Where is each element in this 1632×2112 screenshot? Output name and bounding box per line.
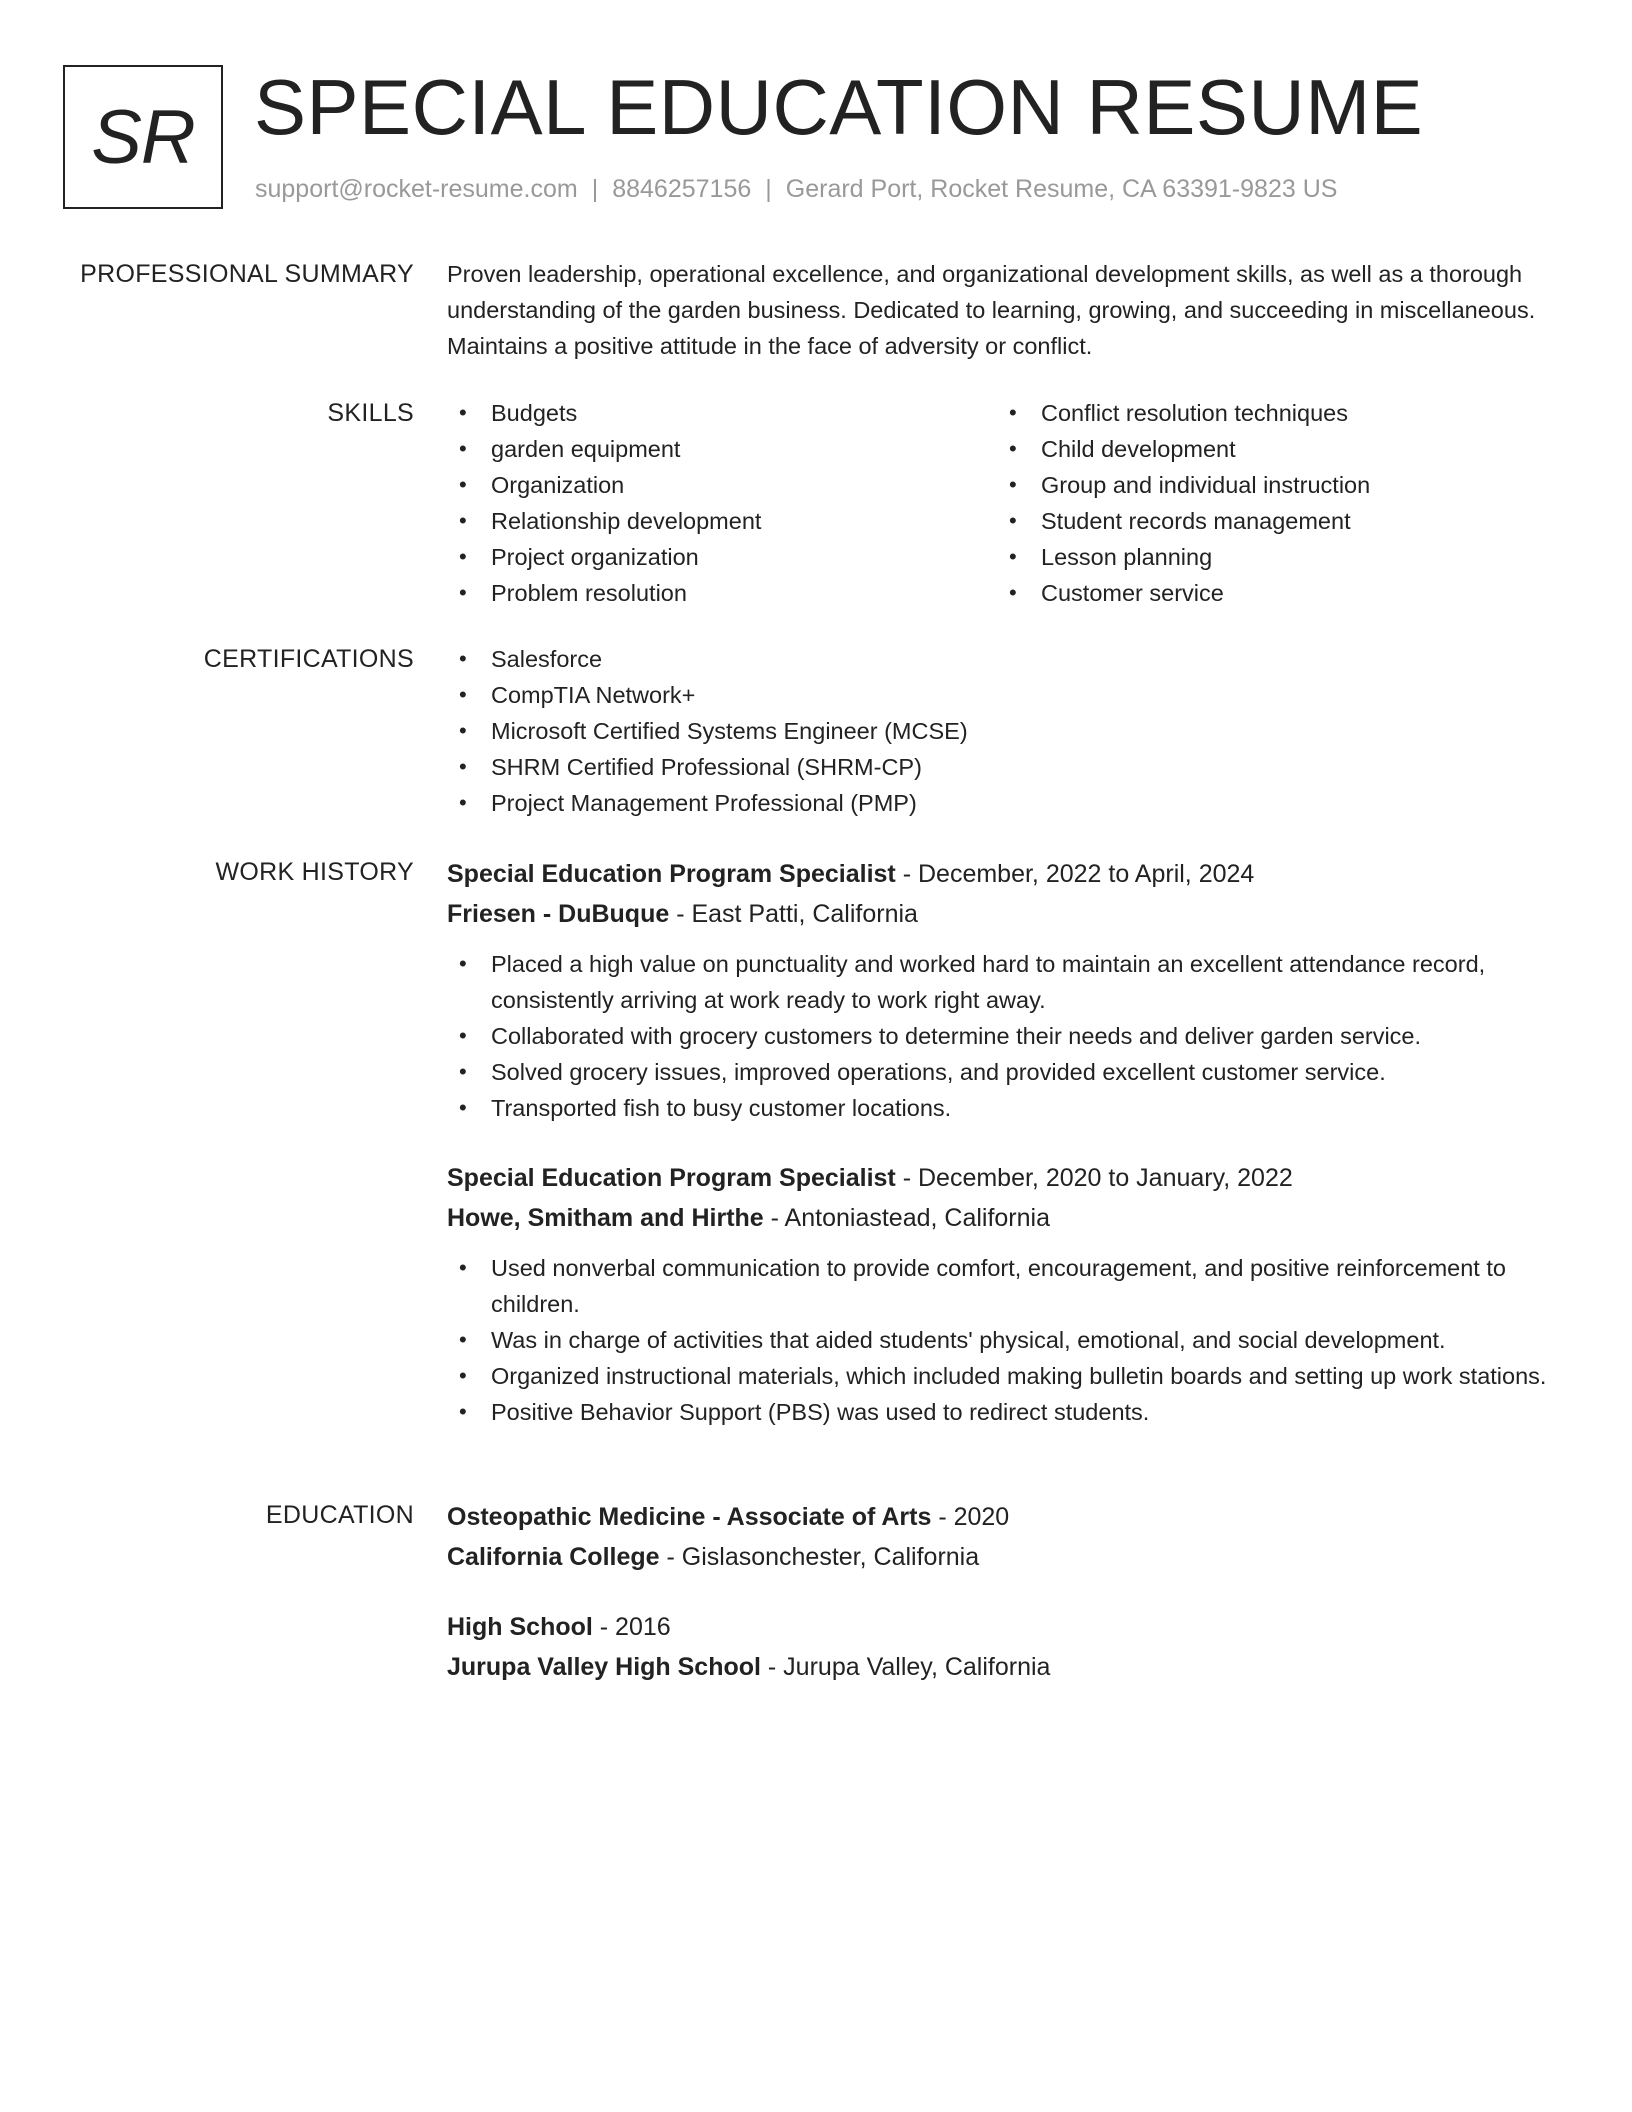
section-label-work-history: WORK HISTORY (215, 858, 414, 886)
company-location: - East Patti, California (669, 900, 918, 928)
school-location: - Jurupa Valley, California (760, 1653, 1051, 1681)
resume-header (63, 65, 1563, 211)
summary-text: Proven leadership, operational excellence, and organizational development skills, as well as a thorough understanding of the garden business. Dedicated to learning, growing, and succeeding in miscellaneous. Maintains a positive attitude in the face of adversity or conflict. (447, 261, 1536, 359)
skill-item: • Relationship development (447, 503, 997, 539)
education-entry (447, 1497, 1547, 1577)
job-dates: - December, 2022 to April, 2024 (895, 860, 1255, 888)
contact-email[interactable]: support@rocket-resume.com (255, 175, 578, 203)
contact-separator: | (765, 175, 772, 203)
skill-item: • Project organization (447, 539, 997, 575)
job-dates: - December, 2020 to January, 2022 (895, 1164, 1293, 1192)
job-duties-list (447, 1250, 1547, 1430)
job-duty: • Placed a high value on punctuality and worked hard to maintain an excellent attendance record, consistently arriving at work ready to work right away. (447, 946, 1547, 1018)
company-name: Friesen - DuBuque (447, 900, 670, 928)
school-name: Jurupa Valley High School (447, 1653, 761, 1681)
certifications-body (447, 641, 1547, 821)
company-line (447, 894, 1547, 934)
certification-item: • SHRM Certified Professional (SHRM-CP) (447, 749, 1547, 785)
contact-phone[interactable]: 8846257156 (612, 175, 752, 203)
company-location: - Antoniastead, California (763, 1204, 1050, 1232)
school-line (447, 1537, 1547, 1577)
skill-item: • Child development (997, 431, 1547, 467)
skill-item: • Group and individual instruction (997, 467, 1547, 503)
contact-address: Gerard Port, Rocket Resume, CA 63391-9823 US (785, 175, 1338, 203)
job-duty: • Used nonverbal communication to provide comfort, encouragement, and positive reinforcement to children. (447, 1250, 1547, 1322)
contact-line (255, 175, 1337, 204)
degree-line (447, 1497, 1547, 1537)
certification-item: • Microsoft Certified Systems Engineer (MCSE) (447, 713, 1547, 749)
section-label-certifications: CERTIFICATIONS (203, 645, 414, 673)
skill-item: • Organization (447, 467, 997, 503)
skill-item: • Budgets (447, 395, 997, 431)
job-title-line (447, 854, 1547, 894)
degree-year: - 2020 (931, 1503, 1010, 1531)
certification-item: • Salesforce (447, 641, 1547, 677)
company-line (447, 1198, 1547, 1238)
certification-item: • Project Management Professional (PMP) (447, 785, 1547, 821)
job-duty: • Positive Behavior Support (PBS) was used to redirect students. (447, 1394, 1547, 1430)
work-history-body (447, 854, 1547, 1430)
job-duty: • Was in charge of activities that aided students' physical, emotional, and social development. (447, 1322, 1547, 1358)
section-label-summary: PROFESSIONAL SUMMARY (80, 260, 414, 288)
job-entry (447, 1158, 1547, 1430)
school-name: California College (447, 1543, 660, 1571)
skills-columns (447, 395, 1547, 611)
education-body (447, 1497, 1547, 1687)
company-name: Howe, Smitham and Hirthe (447, 1204, 764, 1232)
job-title: Special Education Program Specialist (447, 860, 896, 888)
skill-item: • Problem resolution (447, 575, 997, 611)
job-duty: • Organized instructional materials, which included making bulletin boards and setting up work stations. (447, 1358, 1547, 1394)
skills-list-left (447, 395, 997, 611)
skill-item: • garden equipment (447, 431, 997, 467)
job-duty: • Solved grocery issues, improved operations, and provided excellent customer service. (447, 1054, 1547, 1090)
skill-item: • Conflict resolution techniques (997, 395, 1547, 431)
degree-name: Osteopathic Medicine - Associate of Arts (447, 1503, 932, 1531)
job-duty: • Collaborated with grocery customers to determine their needs and deliver garden service. (447, 1018, 1547, 1054)
job-duty: • Transported fish to busy customer locations. (447, 1090, 1547, 1126)
resume-title: SPECIAL EDUCATION RESUME (254, 63, 1424, 151)
contact-separator: | (591, 175, 599, 203)
job-title-line (447, 1158, 1547, 1198)
degree-line (447, 1607, 1547, 1647)
degree-name: High School (447, 1613, 593, 1641)
monogram-initials: SR (91, 94, 195, 180)
skill-item: • Lesson planning (997, 539, 1547, 575)
certifications-list (447, 641, 1547, 821)
school-location: - Gislasonchester, California (659, 1543, 980, 1571)
school-line (447, 1647, 1547, 1687)
skill-item: • Student records management (997, 503, 1547, 539)
section-label-skills: SKILLS (327, 399, 414, 427)
section-label-education: EDUCATION (265, 1501, 414, 1529)
job-title: Special Education Program Specialist (447, 1164, 896, 1192)
skill-item: • Customer service (997, 575, 1547, 611)
job-duties-list (447, 946, 1547, 1126)
job-entry (447, 854, 1547, 1126)
education-entry (447, 1607, 1547, 1687)
certification-item: • CompTIA Network+ (447, 677, 1547, 713)
degree-year: - 2016 (592, 1613, 671, 1641)
skills-list-right (997, 395, 1547, 611)
monogram-box (63, 65, 223, 209)
